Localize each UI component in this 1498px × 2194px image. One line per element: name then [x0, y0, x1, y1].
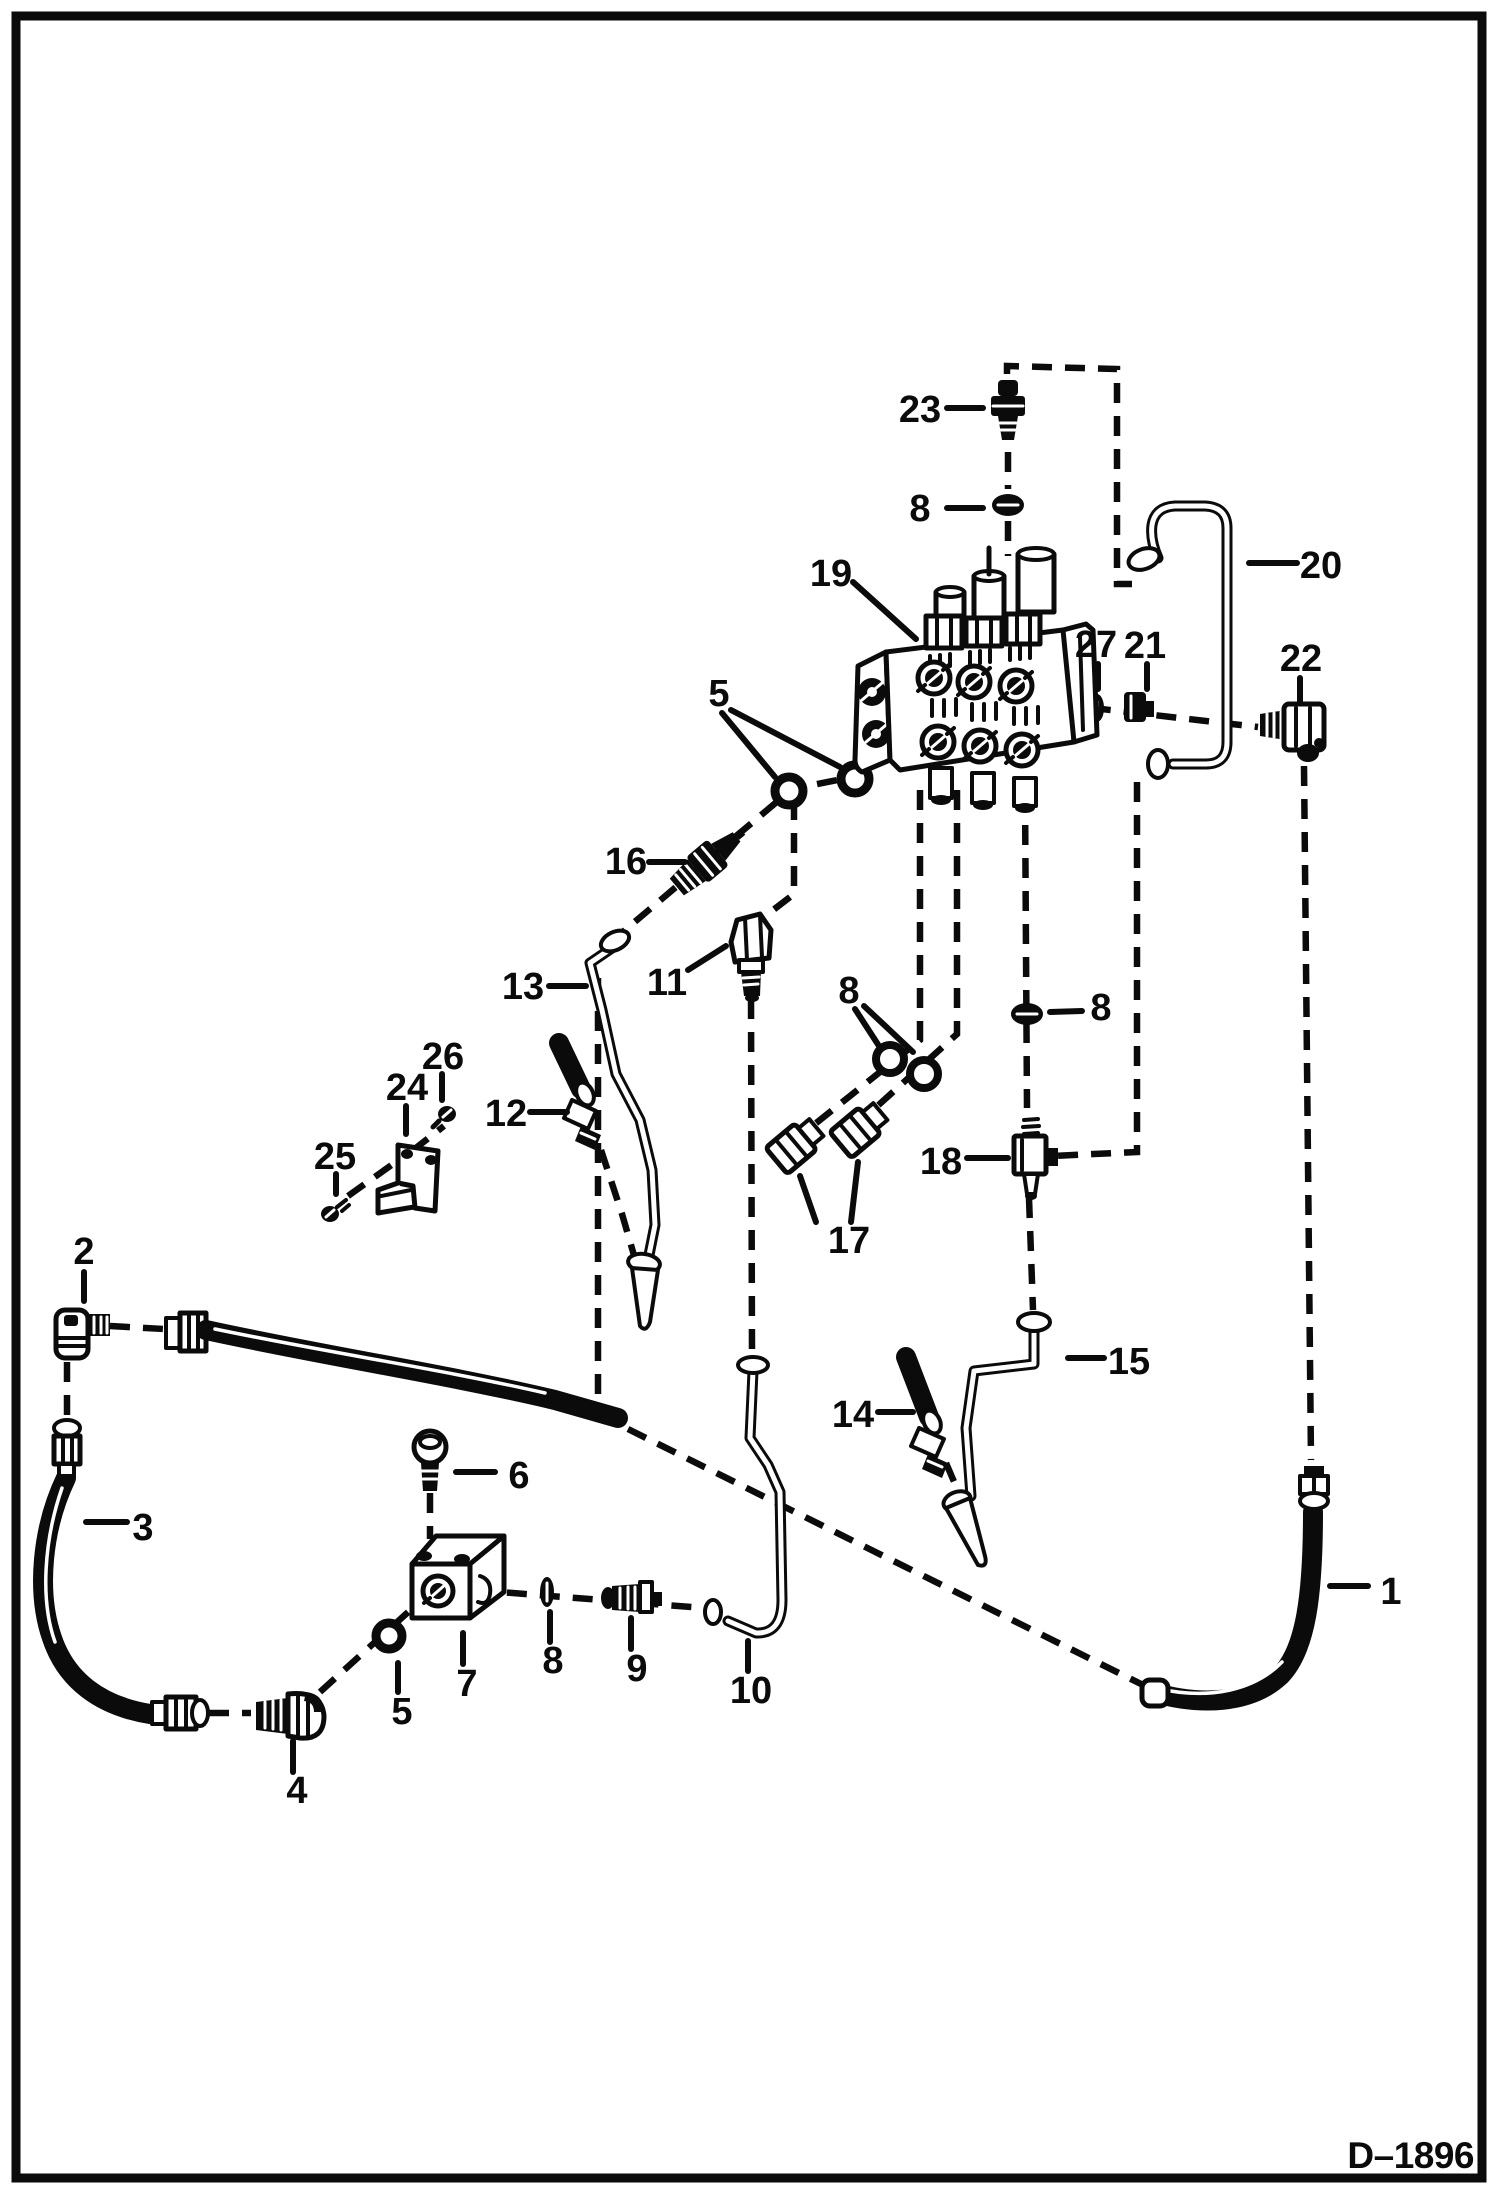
fitting-21 [1124, 692, 1154, 722]
callout-number: 26 [421, 1036, 465, 1078]
callout-13 [502, 966, 586, 1008]
fitting-23 [991, 380, 1025, 440]
tube-15 [941, 1313, 1050, 1566]
tube-10 [705, 1357, 782, 1633]
screw-25 [321, 1200, 349, 1222]
callout-18 [920, 1141, 1008, 1183]
callout-number: 20 [1299, 545, 1343, 587]
callout-number: 4 [286, 1770, 308, 1812]
callout-leader-line [800, 1176, 816, 1222]
callout-number: 7 [456, 1663, 478, 1705]
callout-number: 6 [508, 1455, 530, 1497]
elbow-fitting-22 [1260, 704, 1324, 762]
block-7 [412, 1536, 504, 1618]
page-border [16, 16, 1482, 2178]
callout-number: 11 [646, 962, 688, 1004]
callout-12 [485, 1093, 567, 1135]
valve-port [922, 726, 1038, 766]
callout-20 [1249, 545, 1342, 587]
callout-23 [899, 389, 983, 431]
callout-4 [286, 1741, 307, 1812]
o-rings-5 [376, 765, 869, 1649]
callout-number: 13 [501, 966, 545, 1008]
elbow-fitting-4 [256, 1692, 324, 1738]
callout-number: 22 [1279, 638, 1323, 680]
callout-10 [730, 1641, 772, 1712]
fitting-11 [731, 914, 771, 1002]
callout-11 [647, 946, 726, 1004]
plug-17-right [830, 1099, 892, 1158]
callout-21 [1124, 625, 1166, 689]
callout-number: 9 [626, 1648, 648, 1690]
elbow-fitting-2 [56, 1310, 110, 1358]
callout-number: 21 [1123, 625, 1167, 667]
hose-fitting-12 [559, 1043, 601, 1150]
callout-number: 16 [604, 841, 648, 883]
callout-number: 14 [831, 1394, 875, 1436]
callout-number: 8 [1090, 987, 1112, 1029]
tee-fitting-18 [1014, 1119, 1058, 1200]
callout-number: 23 [898, 389, 942, 431]
callout-number: 8 [542, 1640, 564, 1682]
callout-8 [909, 488, 983, 530]
callout-2 [73, 1231, 94, 1301]
callouts-layer [73, 389, 1401, 1812]
callout-7 [456, 1633, 477, 1705]
callout-number: 5 [391, 1691, 413, 1733]
drawing-reference-code: D–1896 [1347, 2135, 1474, 2176]
callout-1 [1330, 1571, 1402, 1613]
hose-fitting-14 [906, 1357, 948, 1478]
callout-15 [1068, 1341, 1150, 1383]
callout-number: 2 [73, 1231, 95, 1273]
callout-number: 1 [1380, 1571, 1402, 1613]
callout-leader-line [722, 713, 775, 777]
callout-number: 15 [1107, 1341, 1151, 1383]
callout-8 [542, 1612, 563, 1682]
callout-number: 10 [729, 1670, 773, 1712]
screw-26 [433, 1106, 456, 1127]
bracket-24 [378, 1145, 438, 1213]
callout-25 [314, 1136, 356, 1194]
callout-number: 24 [385, 1067, 429, 1109]
callout-14 [832, 1394, 913, 1436]
callout-number: 19 [809, 553, 853, 595]
callout-8 [1050, 987, 1112, 1029]
callout-number: 27 [1074, 624, 1118, 666]
callout-number: 17 [827, 1220, 871, 1262]
callout-leader-line [688, 946, 726, 970]
callout-number: 5 [708, 673, 730, 715]
callout-leader-line [853, 582, 916, 639]
callout-22 [1280, 638, 1322, 702]
callout-26 [422, 1036, 464, 1100]
bolt-6 [414, 1431, 446, 1491]
callout-number: 8 [909, 488, 931, 530]
callout-19 [810, 553, 916, 639]
control-valve-19 [855, 548, 1097, 813]
callout-9 [626, 1618, 647, 1690]
fitting-9 [601, 1582, 662, 1612]
callout-leader-line [731, 710, 840, 767]
callout-number: 12 [484, 1093, 528, 1135]
callout-5 [708, 673, 840, 777]
callout-number: 25 [313, 1136, 357, 1178]
assembly-dashed-lines [67, 366, 1311, 1713]
callout-8 [838, 970, 913, 1052]
callout-leader-line [851, 1162, 858, 1222]
valve-port [918, 662, 1032, 702]
callout-5 [391, 1663, 412, 1733]
callout-3 [86, 1507, 154, 1549]
callout-leader-line [1050, 1011, 1082, 1012]
callout-17 [800, 1162, 870, 1262]
callout-number: 18 [919, 1141, 963, 1183]
callout-6 [456, 1455, 530, 1497]
callout-number: 3 [132, 1507, 154, 1549]
hose-3 [43, 1420, 208, 1729]
callout-number: 8 [838, 970, 860, 1012]
